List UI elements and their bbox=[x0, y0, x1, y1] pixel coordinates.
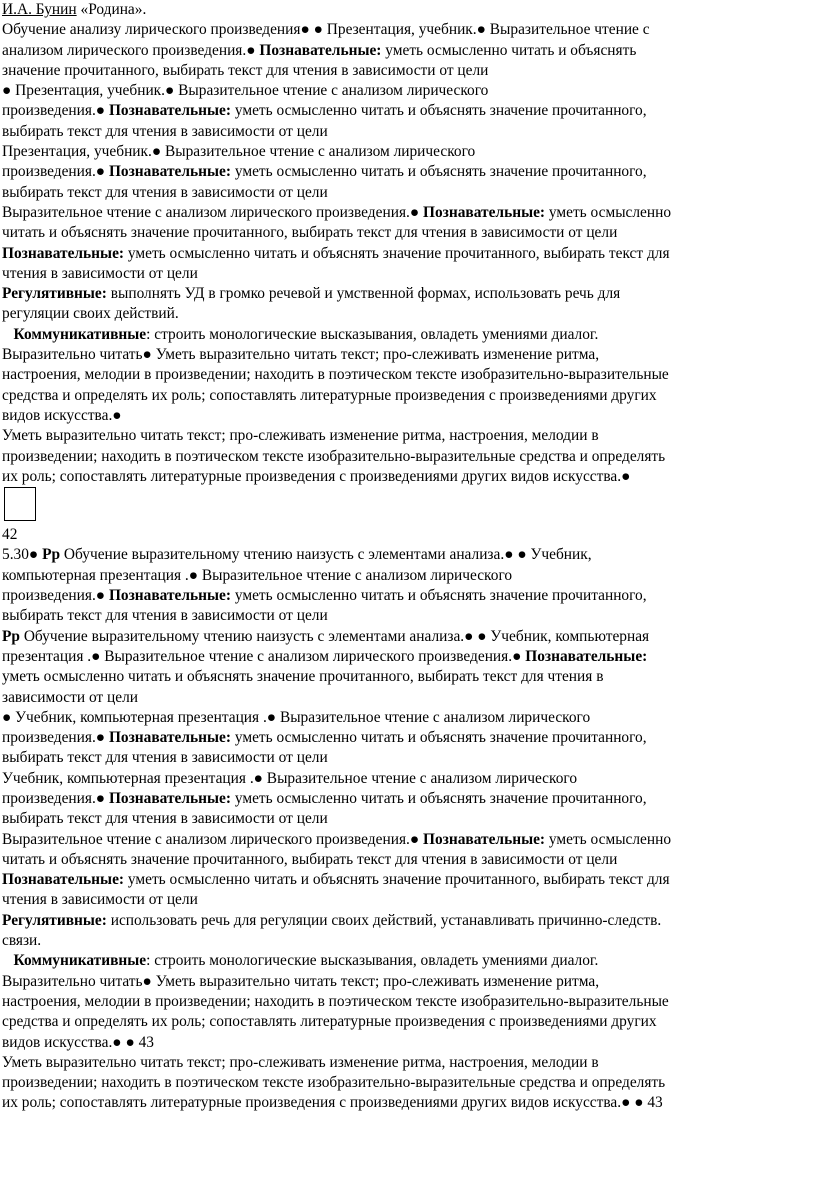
text-line: произведения.● Познавательные: уметь осмысленно читать и объяснять значение прочитанного, bbox=[2, 729, 647, 747]
text-line: выбирать текст для чтения в зависимости от цели bbox=[2, 122, 328, 140]
text-line: Регулятивные: выполнять УД в громко речевой и умственной формах, использовать речь для bbox=[2, 285, 621, 303]
text-line: чтения в зависимости от цели bbox=[2, 264, 198, 282]
text-line: Регулятивные: использовать речь для регуляции своих действий, устанавливать причинно-следств. bbox=[2, 911, 662, 929]
text-line: уметь осмысленно читать и объяснять значение прочитанного, выбирать текст для чтения в bbox=[2, 668, 604, 686]
text-line: произведении; находить в поэтическом тексте изобразительно-выразительные средства и определять bbox=[2, 447, 666, 465]
text-line: Познавательные: уметь осмысленно читать и объяснять значение прочитанного, выбирать текст для bbox=[2, 244, 670, 262]
author-name: И.А. Бунин bbox=[2, 1, 77, 18]
text-line: Рр Обучение выразительному чтению наизусть с элементами анализа.● ● Учебник, компьютерная bbox=[2, 627, 650, 645]
text-line: Уметь выразительно читать текст; про-слеживать изменение ритма, настроения, мелодии в bbox=[2, 1053, 599, 1071]
text-line: произведения.● Познавательные: уметь осмысленно читать и объяснять значение прочитанного, bbox=[2, 587, 647, 605]
text-line: чтения в зависимости от цели bbox=[2, 891, 198, 909]
text-line: Выразительно читать● Уметь выразительно читать текст; про-слеживать изменение ритма, bbox=[2, 972, 600, 990]
text-line: Обучение анализу лирического произведения● ● Презентация, учебник.● Выразительное чтение с bbox=[2, 21, 650, 39]
title-line bbox=[2, 0, 806, 20]
text-line: произведения.● Познавательные: уметь осмысленно читать и объяснять значение прочитанного, bbox=[2, 163, 647, 181]
text-line: произведении; находить в поэтическом тексте изобразительно-выразительные средства и определять bbox=[2, 1074, 666, 1092]
text-line: настроения, мелодии в произведении; находить в поэтическом тексте изобразительно-выразительные bbox=[2, 366, 669, 384]
text-line: Коммуникативные: строить монологические высказывания, овладеть умениями диалог. bbox=[13, 325, 599, 343]
text-line: Выразительное чтение с анализом лирического произведения.● Познавательные: уметь осмысленно bbox=[2, 203, 672, 221]
text-line: произведения.● Познавательные: уметь осмысленно читать и объяснять значение прочитанного, bbox=[2, 789, 647, 807]
text-line: Выразительное чтение с анализом лирического произведения.● Познавательные: уметь осмысленно bbox=[2, 830, 672, 848]
text-line: читать и объяснять значение прочитанного, выбирать текст для чтения в зависимости от цели bbox=[2, 224, 618, 242]
page-number: 42 bbox=[2, 526, 18, 544]
text-line: Презентация, учебник.● Выразительное чтение с анализом лирического bbox=[2, 143, 476, 161]
text-line: связи. bbox=[2, 932, 42, 950]
text-line: Учебник, компьютерная презентация .● Выразительное чтение с анализом лирического bbox=[2, 769, 578, 787]
text-line: значение прочитанного, выбирать текст для чтения в зависимости от цели bbox=[2, 61, 489, 79]
text-line: Уметь выразительно читать текст; про-слеживать изменение ритма, настроения, мелодии в bbox=[2, 427, 599, 445]
text-line: выбирать текст для чтения в зависимости от цели bbox=[2, 810, 328, 828]
text-line: компьютерная презентация .● Выразительное чтение с анализом лирического bbox=[2, 566, 513, 584]
text-line: видов искусства.● bbox=[2, 406, 122, 424]
text-line: их роль; сопоставлять литературные произведения с произведениями других видов искусства.● ● 43 bbox=[2, 1094, 663, 1112]
text-line: видов искусства.● ● 43 bbox=[2, 1033, 154, 1051]
text-line: читать и объяснять значение прочитанного, выбирать текст для чтения в зависимости от цели bbox=[2, 850, 618, 868]
text-line: анализом лирического произведения.● Познавательные: уметь осмысленно читать и объяснять bbox=[2, 41, 637, 59]
text-line: ● Учебник, компьютерная презентация .● Выразительное чтение с анализом лирического bbox=[2, 708, 591, 726]
text-line: выбирать текст для чтения в зависимости от цели bbox=[2, 749, 328, 767]
text-line: Познавательные: уметь осмысленно читать и объяснять значение прочитанного, выбирать текст для bbox=[2, 871, 670, 889]
text-line: 5.30● Рр Обучение выразительному чтению наизусть с элементами анализа.● ● Учебник, bbox=[2, 546, 592, 564]
text-line: презентация .● Выразительное чтение с анализом лирического произведения.● Познавательные: bbox=[2, 647, 648, 665]
text-line: их роль; сопоставлять литературные произведения с произведениями других видов искусства.● bbox=[2, 467, 631, 485]
lesson-section-2 bbox=[2, 545, 806, 1113]
text-line: настроения, мелодии в произведении; находить в поэтическом тексте изобразительно-выразительные bbox=[2, 992, 669, 1010]
text-line: регуляции своих действий. bbox=[2, 305, 179, 323]
empty-box bbox=[4, 487, 36, 521]
text-line: Выразительно читать● Уметь выразительно читать текст; про-слеживать изменение ритма, bbox=[2, 346, 600, 364]
text-line: средства и определять их роль; сопоставлять литературные произведения с произведениями других bbox=[2, 1013, 657, 1031]
text-line: Коммуникативные: строить монологические высказывания, овладеть умениями диалог. bbox=[13, 952, 599, 970]
text-line: выбирать текст для чтения в зависимости от цели bbox=[2, 183, 328, 201]
text-line: ● Презентация, учебник.● Выразительное чтение с анализом лирического bbox=[2, 82, 489, 100]
text-line: выбирать текст для чтения в зависимости от цели bbox=[2, 607, 328, 625]
lesson-section-1 bbox=[2, 20, 806, 487]
text-line: средства и определять их роль; сопоставлять литературные произведения с произведениями других bbox=[2, 386, 657, 404]
text-line: зависимости от цели bbox=[2, 688, 138, 706]
poem-title: «Родина». bbox=[80, 1, 147, 18]
text-line: произведения.● Познавательные: уметь осмысленно читать и объяснять значение прочитанного, bbox=[2, 102, 647, 120]
